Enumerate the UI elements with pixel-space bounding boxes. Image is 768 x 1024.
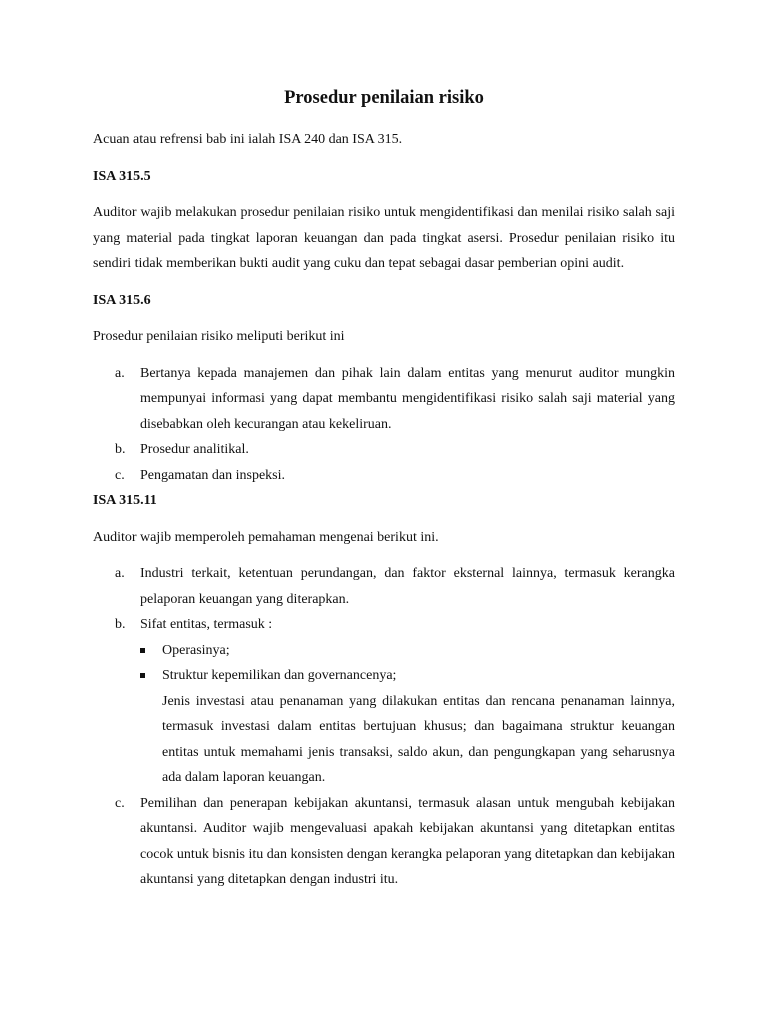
square-bullet-icon <box>140 648 145 653</box>
list-item-text: Sifat entitas, termasuk : <box>140 617 273 632</box>
section-lead-isa-315-11: Auditor wajib memperoleh pemahaman mengenai berikut ini. <box>93 529 439 545</box>
understanding-list <box>93 561 675 893</box>
section-body-isa-315-5: Auditor wajib melakukan prosedur penilaian risiko untuk mengidentifikasi dan menilai risiko salah saji yang material pada tingkat laporan keuangan dan pada tingkat asersi. Prosedur penilaian risiko itu sendiri tidak memberikan bukti audit yang cuku dan tepat sebagai dasar pemberian opini audit. <box>93 205 675 271</box>
section-heading-isa-315-6: ISA 315.6 <box>93 292 151 308</box>
bullet-sub-paragraph: Jenis investasi atau penanaman yang dilakukan entitas dan rencana penanaman lainnya, termasuk investasi dalam entitas bertujuan khusus; dan bagaimana struktur keuangan entitas untuk memahami jenis transaksi, saldo akun, dan pengungkapan yang seharusnya ada dalam laporan keuangan. <box>162 693 675 785</box>
list-item-text: Prosedur analitikal. <box>140 442 249 457</box>
list-item <box>93 561 675 612</box>
list-item-text: Pemilihan dan penerapan kebijakan akuntansi, termasuk alasan untuk mengubah kebijakan akuntansi. Auditor wajib mengevaluasi apakah kebijakan akuntansi yang ditetapkan entitas cocok untuk bisnis itu dan konsisten dengan kerangka pelaporan yang ditetapkan dan kebijakan akuntansi yang ditetapkan dengan industri itu. <box>140 795 675 887</box>
section-lead-isa-315-6: Prosedur penilaian risiko meliputi berikut ini <box>93 329 345 344</box>
list-marker: c. <box>115 467 125 483</box>
list-item-text: Industri terkait, ketentuan perundangan, dan faktor eksternal lainnya, termasuk kerangka pelaporan keuangan yang diterapkan. <box>140 566 675 607</box>
list-item <box>93 361 675 438</box>
list-marker: b. <box>115 617 126 632</box>
list-item <box>93 612 675 791</box>
list-item-text: Pengamatan dan inspeksi. <box>140 467 286 483</box>
bullet-text: Operasinya; <box>162 642 230 658</box>
list-marker: a. <box>115 566 125 581</box>
procedure-list <box>93 361 675 489</box>
section-heading-isa-315-5: ISA 315.5 <box>93 168 151 184</box>
square-bullet-icon <box>140 673 145 678</box>
bullet-item <box>140 663 675 689</box>
document-title: Prosedur penilaian risiko <box>284 88 484 108</box>
bullet-item <box>140 638 675 664</box>
intro-paragraph: Acuan atau refrensi bab ini ialah ISA 240 dan ISA 315. <box>93 132 403 147</box>
list-marker: a. <box>115 365 125 381</box>
bullet-list <box>140 638 675 689</box>
section-heading-isa-315-11: ISA 315.11 <box>93 493 157 508</box>
list-marker: b. <box>115 442 126 457</box>
document-page <box>93 86 675 893</box>
list-item-text: Bertanya kepada manajemen dan pihak lain dalam entitas yang menurut auditor mungkin mempunyai informasi yang dapat membantu mengidentifikasi risiko salah saji material yang disebabkan oleh kecurangan atau kekeliruan. <box>140 365 675 432</box>
bullet-text: Struktur kepemilikan dan governancenya; <box>162 668 397 683</box>
list-marker: c. <box>115 795 125 811</box>
list-item <box>93 437 675 463</box>
list-item <box>93 463 675 489</box>
list-item <box>93 791 675 893</box>
